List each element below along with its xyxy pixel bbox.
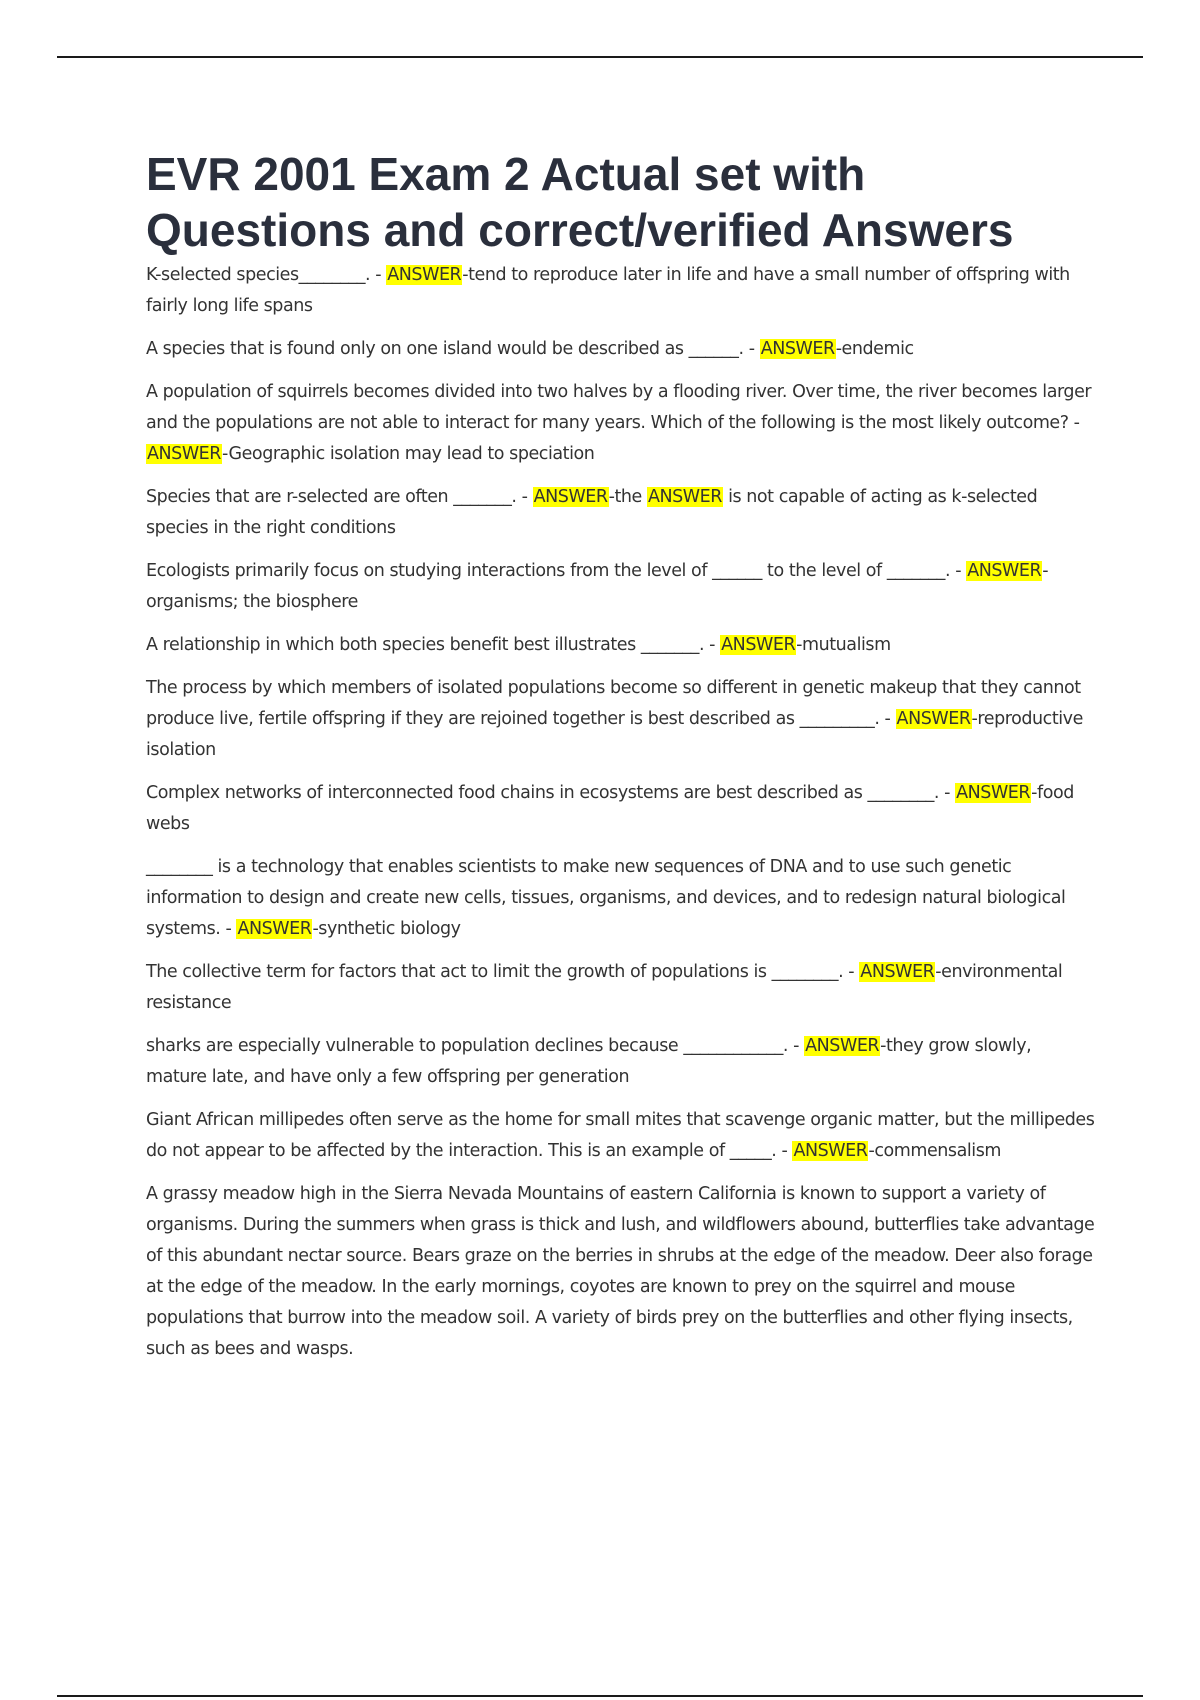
question-text: K-selected species________. - <box>146 265 387 285</box>
answer-marker: ANSWER <box>805 1036 880 1056</box>
document-body <box>146 146 1096 1377</box>
qa-item <box>146 957 1096 1019</box>
answer-text: -they grow slowly, mature late, and have only a few offspring per generation <box>146 1036 1032 1087</box>
answer-text: -organisms; the biosphere <box>146 561 1049 612</box>
bottom-rule <box>57 1695 1143 1697</box>
answer-marker: ANSWER <box>387 265 462 285</box>
answer-marker: ANSWER <box>533 487 608 507</box>
answer-text: -reproductive isolation <box>146 709 1083 760</box>
answer-text: -endemic <box>835 339 914 359</box>
question-text: Giant African millipedes often serve as the home for small mites that scavenge organic matter, but the millipedes do not appear to be affected by the interaction. This is an example of _____. - <box>146 1110 1095 1161</box>
answer-marker: ANSWER <box>147 444 221 464</box>
question-text: ________ is a technology that enables scientists to make new sequences of DNA and to use such genetic information to design and create new cells, tissues, organisms, and devices, and to redesign natural biological systems. - <box>146 857 1066 939</box>
answer-marker: ANSWER <box>760 339 835 359</box>
question-text: The process by which members of isolated populations become so different in genetic makeup that they cannot produce live, fertile offspring if they are rejoined together is best described as _________. - <box>146 678 1081 729</box>
answer-text: -environmental resistance <box>146 962 1063 1013</box>
answer-marker: ANSWER <box>956 783 1031 803</box>
qa-item <box>146 1105 1096 1167</box>
qa-item <box>146 673 1096 766</box>
closing-paragraph: A grassy meadow high in the Sierra Nevada Mountains of eastern California is known to support a variety of organisms. During the summers when grass is thick and lush, and wildflowers abound, butterflies take advantage of this abundant nectar source. Bears graze on the berries in shrubs at the edge of the meadow. Deer also forage at the edge of the meadow. In the early mornings, coyotes are known to prey on the squirrel and mouse populations that burrow into the meadow soil. A variety of birds prey on the butterflies and other flying insects, such as bees and wasps. <box>146 1184 1095 1359</box>
answer-text: -synthetic biology <box>312 919 461 939</box>
qa-item <box>146 377 1096 470</box>
answer-text: -mutualism <box>796 635 891 655</box>
answer-marker: ANSWER <box>237 919 312 939</box>
question-text: Ecologists primarily focus on studying interactions from the level of ______ to the level of _______. - <box>146 561 967 581</box>
answer-text: -Geographic isolation may lead to speciation <box>222 444 595 464</box>
answer-text: -the <box>608 487 647 507</box>
answer-text: -commensalism <box>868 1141 1001 1161</box>
document-title: EVR 2001 Exam 2 Actual set with Questions and correct/verified Answers <box>146 148 1014 256</box>
answer-text: -food webs <box>146 783 1074 834</box>
answer-marker: ANSWER <box>860 962 935 982</box>
top-rule <box>57 56 1143 58</box>
qa-item <box>146 630 1096 661</box>
qa-item <box>146 1031 1096 1093</box>
question-text: A relationship in which both species benefit best illustrates _______. - <box>146 635 721 655</box>
qa-item <box>146 334 1096 365</box>
answer-marker: ANSWER <box>647 487 722 507</box>
qa-item <box>146 778 1096 840</box>
question-text: The collective term for factors that act to limit the growth of populations is ________. - <box>146 962 860 982</box>
answer-marker: ANSWER <box>896 709 971 729</box>
question-text: sharks are especially vulnerable to population declines because ____________. - <box>146 1036 805 1056</box>
answer-text: -tend to reproduce later in life and have a small number of offspring with fairly long life spans <box>146 265 1070 316</box>
answer-text: is not capable of acting as k-selected species in the right conditions <box>146 487 1038 538</box>
qa-item <box>146 556 1096 618</box>
answer-marker: ANSWER <box>967 561 1042 581</box>
question-text: A species that is found only on one island would be described as ______. - <box>146 339 760 359</box>
question-text: Species that are r-selected are often _______. - <box>146 487 533 507</box>
qa-item <box>146 482 1096 544</box>
question-text: A population of squirrels becomes divided into two halves by a flooding river. Over time, the river becomes larger and the populations are not able to interact for many years. Which of the following is the most likely outcome? - <box>146 382 1092 433</box>
answer-marker: ANSWER <box>793 1141 868 1161</box>
qa-item <box>146 260 1096 322</box>
answer-marker: ANSWER <box>721 635 796 655</box>
qa-item <box>146 852 1096 945</box>
qa-list <box>146 260 1096 1365</box>
question-text: Complex networks of interconnected food chains in ecosystems are best described as ________. - <box>146 783 956 803</box>
